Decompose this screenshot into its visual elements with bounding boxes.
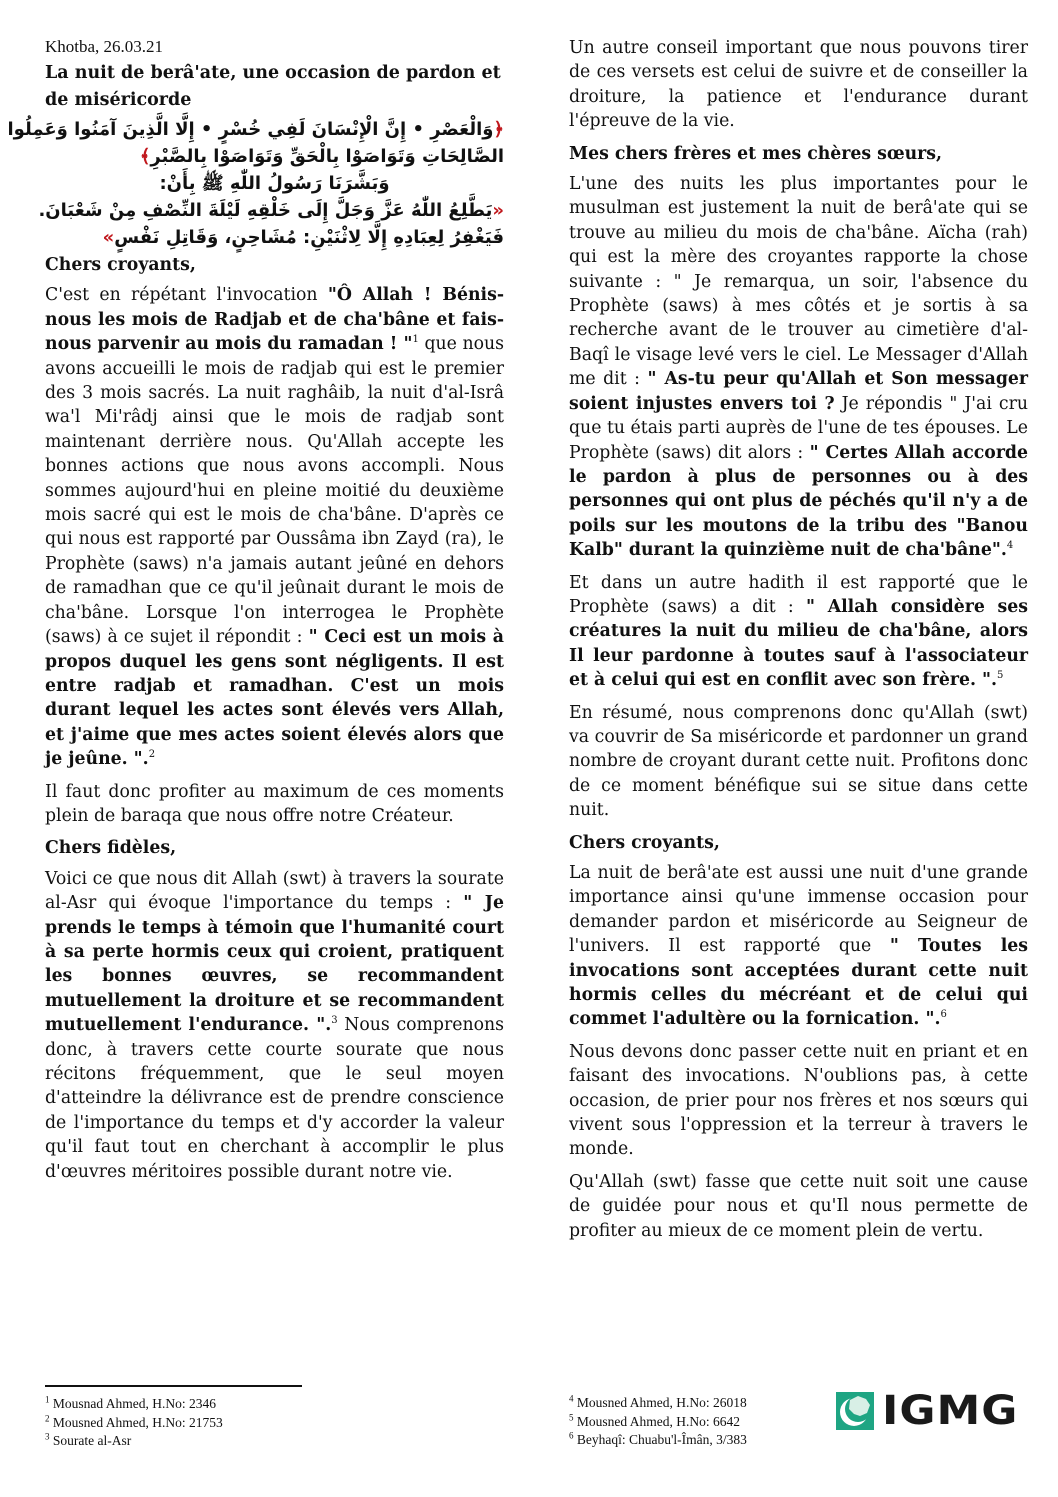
hadith-quote: " Toutes les invocations sont acceptées durant cette nuit hormis celles du mécréant et de celui qui commet l'adultère ou la fornication. ". — [569, 936, 1029, 1030]
footnote-item: $^3$ Sourate al-Asr — [45, 1431, 132, 1448]
logo-text: IGMG — [882, 1387, 1019, 1434]
quran-quote: " Je prends le temps à témoin que l'humanité court à sa perte hormis ceux qui croient, pratiquent les bonnes œuvres, se recommandent mutuellement la droiture et se recommandent mutuellement l'endurance. ". — [45, 893, 504, 1036]
footnote-ref[interactable]: 5 — [997, 670, 1004, 682]
arabic-intro-line: وَبَشَّرَنَا رَسُولُ اللّٰهِ ﷺ بِأَنْ: — [159, 173, 390, 194]
footnote-ref[interactable]: 4 — [1006, 540, 1014, 552]
arabic-verse-line-1: ﴿وَالْعَصْرِ • إِنَّ الْإِنْسَانَ لَفِي خُسْرٍ • إِلَّا الَّذِينَ آمَنُوا وَعَمِلُوا — [7, 119, 504, 140]
right-column — [569, 36, 1028, 1251]
igmg-logo — [836, 1387, 1019, 1434]
footnote-item: $^1$ Mousnad Ahmed, H.No: 2346 — [45, 1394, 216, 1411]
footnote-item: $^6$ Beyhaqî: Chuabu'l-Îmân, 3/383 — [569, 1430, 747, 1447]
paragraph: C'est en répétant l'invocation "Ô Allah ! Bénis-nous les mois de Radjab et de cha'bâne et fais-nous parvenir au mois du ramadan ! "$^1$ que nous avons accueilli le mois de radjab qui est le premier des 3 mois sacrés. La nuit raghâib, la nuit d'al-Isrâ wa'l Mi'râdj ainsi que le mois de radjab sont maintenant derrière nous. Qu'Allah accepte les bonnes actions que nous avons accompli. Nous sommes aujourd'hui en pleine moitié du deuxième mois sacré qui est le mois de cha'bâne. D'après ce qui nous est rapporté par Oussâma ibn Zayd (ra), le Prophète (saws) n'a jamais autant jeûné en dehors de ramadhan que ce qu'il jeûnait durant le mois de cha'bâne. Lorsque l'on interrogea le Prophète (saws) à ce sujet il répondit : " Ceci est un mois à propos duquel les gens sont négligents. Il est entre radjab et ramadhan. C'est un mois durant lequel les actes sont élevés vers Allah, et j'aime que mes actes soient élevés alors que je jeûne. ".$^2$ — [45, 285, 505, 770]
arabic-verse-line-2: الصَّالِحَاتِ وَتَوَاصَوْا بِالْحَقِّ وَتَوَاصَوْا بِالصَّبْرِ﴾ — [139, 146, 504, 167]
hadith-quote: " Ceci est un mois à propos duquel les gens sont négligents. Il est entre radjab et ramadhan. C'est un mois durant lequel les actes sont élevés vers Allah, et j'aime que mes actes soient élevés alors que je jeûne. ". — [45, 627, 505, 770]
left-column — [7, 36, 505, 1192]
section-heading: Chers croyants, — [569, 832, 720, 853]
footnote-item: $^4$ Mousned Ahmed, H.No: 26018 — [569, 1393, 747, 1410]
footnote-ref[interactable]: 6 — [940, 1009, 947, 1021]
section-heading: Chers fidèles, — [45, 838, 177, 859]
footnote-ref[interactable]: 2 — [148, 749, 156, 761]
arabic-hadith-line-1: «يَطَّلِعُ اللّٰهُ عَزَّ وَجَلَّ إِلَى خَلْقِهِ لَيْلَةَ النِّصْفِ مِنْ شَعْبَانَ. — [38, 200, 504, 221]
khotba-date: Khotba, 26.03.21 — [45, 37, 164, 56]
paragraph: Il faut donc profiter au maximum de ces moments plein de baraqa que nous offre notre Créateur. — [45, 781, 504, 826]
paragraph: Un autre conseil important que nous pouvons tirer de ces versets est celui de suivre et de conseiller la droiture, la patience et l'endurance durant l'épreuve de la vie. — [569, 38, 1028, 132]
paragraph: Et dans un autre hadith il est rapporté que le Prophète (saws) a dit : " Allah considère ses créatures la nuit du milieu de cha'bâne, alors Il leur pardonne à toutes sauf à l'associateur et à celui qui est en conflit avec son frère. ".$^5$ — [569, 572, 1029, 691]
hadith-quote: " Allah considère ses créatures la nuit du milieu de cha'bâne, alors Il leur pardonne à toutes sauf à l'associateur et à celui qui est en conflit avec son frère. ". — [569, 596, 1029, 691]
arabic-quote-block — [7, 116, 504, 251]
crescent-icon — [836, 1392, 874, 1430]
arabic-hadith-line-2: فَيَغْفِرُ لِعِبَادِهِ إِلَّا لِاثْنَيْنِ: مُشَاحِنٍ، وَقَاتِلِ نَفْسٍ» — [102, 227, 504, 248]
quote-close-icon: » — [102, 227, 115, 248]
section-heading: Chers croyants, — [45, 255, 196, 275]
section-heading: Mes chers frères et mes chères sœurs, — [569, 143, 943, 164]
invocation-quote: "Ô Allah ! Bénis-nous les mois de Radjab et de cha'bâne et fais-nous parvenir au mois du ramadan ! " — [45, 285, 505, 355]
footnote-item: $^2$ Mousned Ahmed, H.No: 21753 — [45, 1413, 223, 1430]
footnote-ref[interactable]: 1 — [412, 334, 419, 346]
ornament-open-icon: ﴿ — [493, 119, 504, 140]
paragraph: La nuit de berâ'ate est aussi une nuit d'une grande importance ainsi qu'une immense occasion pour demander pardon et miséricorde au Seigneur de l'univers. Il est rapporté que " Toutes les invocations sont acceptées durant cette nuit hormis celles du mécréant et de celui qui commet l'adultère ou la fornication. ".$^6$ — [569, 863, 1029, 1030]
footnote-ref[interactable]: 3 — [331, 1015, 338, 1027]
paragraph: Qu'Allah (swt) fasse que cette nuit soit une cause de guidée pour nous et qu'Il nous permette de profiter au mieux de ce moment plein de vertu. — [569, 1171, 1028, 1241]
crescent-map-icon — [836, 1392, 874, 1430]
footnote-item: $^5$ Mousned Ahmed, H.No: 6642 — [569, 1412, 740, 1429]
paragraph: En résumé, nous comprenons donc qu'Allah (swt) va couvrir de Sa miséricorde et pardonner un grand nombre de croyant durant cette nuit. Profitons donc de ce moment bénéfique sui se situe dans cette nuit. — [569, 702, 1028, 821]
footnotes-left — [45, 1386, 223, 1451]
paragraph: Voici ce que nous dit Allah (swt) à travers la sourate al-Asr qui évoque l'importance du temps : " Je prends le temps à témoin que l'humanité court à sa perte hormis ceux qui croient, pratiquent les bonnes œuvres, se recommandent mutuellement la droiture et se recommandent mutuellement l'endurance. ".$^3$ Nous comprenons donc, à travers cette courte sourate que nous récitons fréquemment, que le seul moyen d'atteindre la délivrance est de prendre conscience de l'importance du temps et d'y accorder la valeur qu'il faut tout en cherchant à accomplir le plus d'œuvres méritoires possible durant notre vie. — [45, 868, 505, 1182]
hadith-quote: " As-tu peur qu'Allah et Son messager soient injustes envers toi ? — [569, 369, 1028, 414]
page-title: La nuit de berâ'ate, une occasion de pardon et de miséricorde — [45, 63, 501, 110]
paragraph: Nous devons donc passer cette nuit en priant et en faisant des invocations. N'oublions pas, à cette occasion, de prier pour nos frères et nos sœurs qui vivent sous l'oppression et la terreur à travers le monde. — [569, 1041, 1028, 1160]
hadith-quote: " Certes Allah accorde le pardon à plus de personnes ou à des personnes qui ont plus de péchés qu'il n'y a de poils sur les moutons de la tribu des "Banou Kalb" durant la quinzième nuit de cha'bâne". — [569, 442, 1028, 561]
ornament-close-icon: ﴾ — [139, 146, 151, 167]
footnotes-right — [569, 1394, 747, 1450]
paragraph: L'une des nuits les plus importantes pour le musulman est justement la nuit de berâ'ate qui se trouve au milieu du mois de cha'bâne. Aïcha (rah) qui est la mère des croyantes rapporte la chose suivante : " Je remarqua, un soir, l'absence du Prophète (saws) à mes côtés et je sortis à sa recherche avant de le trouver au cimetière d'al-Baqî le visage levé vers le ciel. Le Messager d'Allah me dit : " As-tu peur qu'Allah et Son messager soient injustes envers toi ? Je répondis " J'ai cru que tu étais parti auprès de l'une de tes épouses. Le Prophète (saws) dit alors : " Certes Allah accorde le pardon à plus de personnes ou à des personnes qui ont plus de péchés qu'il n'y a de poils sur les moutons de la tribu des "Banou Kalb" durant la quinzième nuit de cha'bâne".$^4$ — [569, 174, 1028, 561]
quote-open-icon: « — [492, 200, 504, 221]
